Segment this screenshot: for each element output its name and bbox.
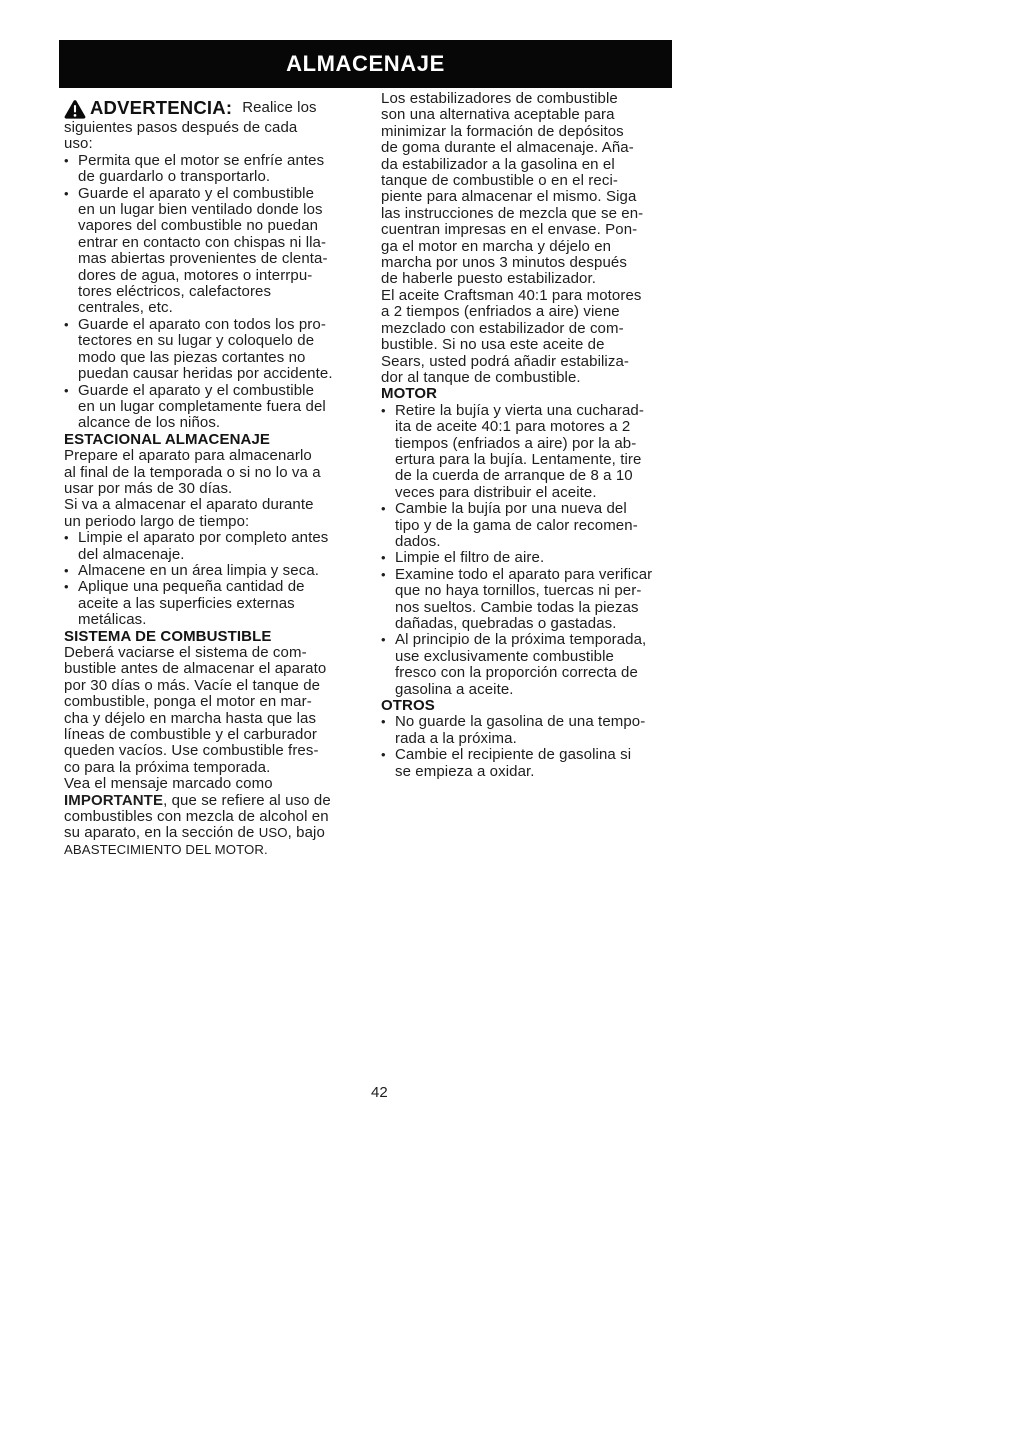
text-line: Limpie el filtro de aire.	[395, 549, 545, 567]
warning-triangle-icon	[64, 99, 86, 119]
bullet-text	[395, 567, 697, 633]
text-line: piente para almacenar el mismo. Siga	[381, 188, 637, 206]
text-line: mezclado con estabilizador de com-	[381, 319, 624, 337]
text-line: Aplique una pequeña cantidad de	[78, 578, 305, 596]
text-segment: , que se refiere al uso de	[163, 791, 331, 809]
section-heading: SISTEMA DE COMBUSTIBLE	[64, 627, 272, 645]
text-line: entrar en contacto con chispas ni lla-	[78, 233, 327, 251]
text-line: uso:	[64, 135, 93, 153]
text-line: por 30 días o más. Vacíe el tanque de	[64, 676, 321, 694]
text-line: Los estabilizadores de combustible	[381, 90, 618, 107]
text-line: de goma durante el almacenaje. Aña-	[381, 139, 634, 157]
text-line: Guarde el aparato con todos los pro-	[78, 315, 326, 333]
bullet-marker: •	[381, 714, 386, 730]
text-line: Si va a almacenar el aparato durante	[64, 496, 314, 514]
paragraph	[64, 645, 380, 858]
text-line: Limpie el aparato por completo antes	[78, 529, 329, 547]
bullet-text	[78, 530, 380, 563]
section-header-bar	[59, 40, 672, 88]
text-line: vapores del combustible no puedan	[78, 217, 319, 235]
text-line: tanque de combustible o en el reci-	[381, 172, 618, 190]
text-line: El aceite Craftsman 40:1 para motores	[381, 286, 642, 304]
text-line: bustible antes de almacenar el aparato	[64, 660, 327, 678]
bullet-text	[78, 186, 380, 317]
paragraph	[381, 91, 697, 386]
text-line: Sears, usted podrá añadir estabiliza-	[381, 352, 630, 370]
text-line: cha y déjelo en marcha hasta que las	[64, 709, 317, 727]
text-line: tipo y de la gama de calor recomen-	[395, 516, 638, 534]
text-line: que no haya tornillos, tuercas ni per-	[395, 582, 642, 600]
text-line: fresco con la proporción correcta de	[395, 664, 638, 682]
bullet-item	[381, 714, 697, 747]
text-line: dados.	[395, 532, 441, 550]
bullet-text	[78, 383, 380, 432]
text-line: marcha por unos 3 minutos después	[381, 254, 627, 272]
text-line: veces para distribuir el aceite.	[395, 483, 597, 501]
bullet-item	[64, 563, 380, 579]
bullet-marker: •	[64, 530, 69, 546]
bullet-item	[381, 550, 697, 566]
text-line: ertura para la bujía. Lentamente, tire	[395, 450, 642, 468]
text-line	[64, 842, 380, 858]
bullet-marker: •	[64, 185, 69, 201]
text-line: da estabilizador a la gasolina en el	[381, 155, 615, 173]
bullet-text	[78, 153, 380, 186]
section-title: ALMACENAJE	[286, 51, 445, 76]
text-line: a 2 tiempos (enfriados a aire) viene	[381, 303, 620, 321]
text-line: tiempos (enfriados a aire) por la ab-	[395, 434, 637, 452]
text-line: metálicas.	[78, 611, 147, 629]
bullet-list	[381, 403, 697, 698]
text-line: Permita que el motor se enfríe antes	[78, 151, 325, 169]
text-line: al final de la temporada o si no lo va a	[64, 463, 321, 481]
text-segment: , bajo	[287, 824, 325, 842]
text-line: cuentran impresas en el envase. Pon-	[381, 221, 638, 239]
right-column	[381, 91, 697, 780]
text-line: Retire la bujía y vierta una cucharad-	[395, 401, 644, 419]
text-line: líneas de combustible y el carburador	[64, 726, 318, 744]
text-line: Deberá vaciarse el sistema de com-	[64, 644, 307, 661]
text-line: tores eléctricos, calefactores	[78, 283, 272, 301]
text-line: tectores en su lugar y coloquelo de	[78, 332, 315, 350]
bullet-text	[395, 632, 697, 698]
text-segment: IMPORTANTE	[64, 791, 164, 809]
text-line: bustible. Si no usa este aceite de	[381, 336, 605, 354]
bullet-item	[64, 186, 380, 317]
bullet-text	[395, 403, 697, 501]
text-line	[64, 825, 380, 841]
text-line: modo que las piezas cortantes no	[78, 348, 306, 366]
text-line: dañadas, quebradas o gastadas.	[395, 615, 617, 632]
bullet-text	[395, 501, 697, 550]
text-line: Examine todo el aparato para verificar	[395, 565, 653, 583]
bullet-text	[78, 579, 380, 628]
bullet-item	[381, 501, 697, 550]
text-line: Guarde el aparato y el combustible	[78, 184, 315, 202]
text-line: puedan causar heridas por accidente.	[78, 365, 333, 383]
warning-first-line	[64, 97, 380, 120]
text-segment: ABASTECIMIENTO DEL MOTOR.	[64, 841, 268, 857]
bullet-text	[395, 550, 697, 566]
text-line: son una alternativa aceptable para	[381, 106, 615, 124]
left-column	[64, 97, 380, 858]
text-line: combustible, ponga el motor en mar-	[64, 693, 312, 711]
warning-block	[64, 97, 380, 153]
bullet-item	[64, 317, 380, 383]
text-line: un periodo largo de tiempo:	[64, 512, 250, 530]
text-line: de guardarlo o transportarlo.	[78, 168, 271, 186]
bullet-item	[64, 383, 380, 432]
bullet-marker: •	[64, 579, 69, 595]
text-line: Almacene en un área limpia y seca.	[78, 561, 320, 579]
text-line: mas abiertas provenientes de clenta-	[78, 250, 328, 268]
text-line: se empieza a oxidar.	[395, 762, 535, 780]
bullet-item	[381, 747, 697, 780]
text-line: alcance de los niños.	[78, 414, 221, 432]
bullet-text	[395, 714, 697, 747]
text-line: del almacenaje.	[78, 545, 185, 563]
bullet-marker: •	[381, 402, 386, 418]
bullet-item	[381, 403, 697, 501]
warning-rest-text: Realice los	[242, 99, 317, 117]
bullet-marker: •	[381, 632, 386, 648]
text-line: minimizar la formación de depósitos	[381, 122, 624, 140]
text-segment: USO	[258, 825, 288, 841]
bullet-list	[64, 530, 380, 628]
bullet-marker: •	[64, 316, 69, 332]
bullet-list	[381, 714, 697, 780]
section-heading: ESTACIONAL ALMACENAJE	[64, 430, 270, 448]
text-line: Cambie el recipiente de gasolina si	[395, 746, 632, 764]
text-line: ita de aceite 40:1 para motores a 2	[395, 418, 631, 436]
text-line: Vea el mensaje marcado como	[64, 775, 273, 793]
text-line: co para la próxima temporada.	[64, 758, 271, 776]
bullet-marker: •	[64, 382, 69, 398]
text-line: siguientes pasos después de cada	[64, 119, 298, 136]
text-line: gasolina a aceite.	[395, 680, 514, 698]
text-line: las instrucciones de mezcla que se en-	[381, 204, 644, 222]
bullet-marker: •	[64, 152, 69, 168]
bullet-item	[64, 153, 380, 186]
bullet-item	[64, 530, 380, 563]
paragraph	[64, 448, 380, 530]
text-line: usar por más de 30 días.	[64, 479, 233, 497]
bullet-item	[381, 632, 697, 698]
bullet-text	[78, 563, 380, 579]
bullet-item	[64, 579, 380, 628]
text-line: use exclusivamente combustible	[395, 647, 614, 665]
bullet-list	[64, 153, 380, 432]
text-segment: su aparato, en la sección de	[64, 824, 259, 842]
bullet-marker: •	[381, 566, 386, 582]
text-line: Prepare el aparato para almacenarlo	[64, 447, 312, 465]
bullet-marker: •	[64, 562, 69, 578]
bullet-text	[78, 317, 380, 383]
bullet-marker: •	[381, 501, 386, 517]
text-line: Al principio de la próxima temporada,	[395, 631, 647, 649]
text-line: ga el motor en marcha y déjelo en	[381, 237, 612, 255]
text-line: aceite a las superficies externas	[78, 594, 295, 612]
text-line: en un lugar bien ventilado donde los	[78, 201, 323, 219]
text-line: queden vacíos. Use combustible fres-	[64, 742, 319, 760]
text-line: Guarde el aparato y el combustible	[78, 381, 315, 399]
bullet-item	[381, 567, 697, 633]
text-line: de la cuerda de arranque de 8 a 10	[395, 467, 633, 485]
text-line: nos sueltos. Cambie todas la piezas	[395, 598, 639, 616]
text-line	[64, 793, 380, 809]
section-heading: MOTOR	[381, 385, 438, 403]
text-line: centrales, etc.	[78, 299, 173, 317]
bullet-marker: •	[381, 550, 386, 566]
section-heading: OTROS	[381, 697, 435, 715]
text-line: dores de agua, motores o interrpu-	[78, 266, 313, 284]
text-line: combustibles con mezcla de alcohol en	[64, 808, 329, 826]
bullet-marker: •	[381, 747, 386, 763]
text-line: No guarde la gasolina de una tempo-	[395, 713, 646, 731]
text-line: de haberle puesto estabilizador.	[381, 270, 597, 288]
text-line: dor al tanque de combustible.	[381, 368, 581, 386]
warning-label: ADVERTENCIA:	[90, 97, 233, 119]
text-line: en un lugar completamente fuera del	[78, 397, 326, 415]
text-line: Cambie la bujía por una nueva del	[395, 500, 627, 518]
text-line: rada a la próxima.	[395, 729, 517, 747]
page-number: 42	[371, 1084, 388, 1101]
bullet-text	[395, 747, 697, 780]
